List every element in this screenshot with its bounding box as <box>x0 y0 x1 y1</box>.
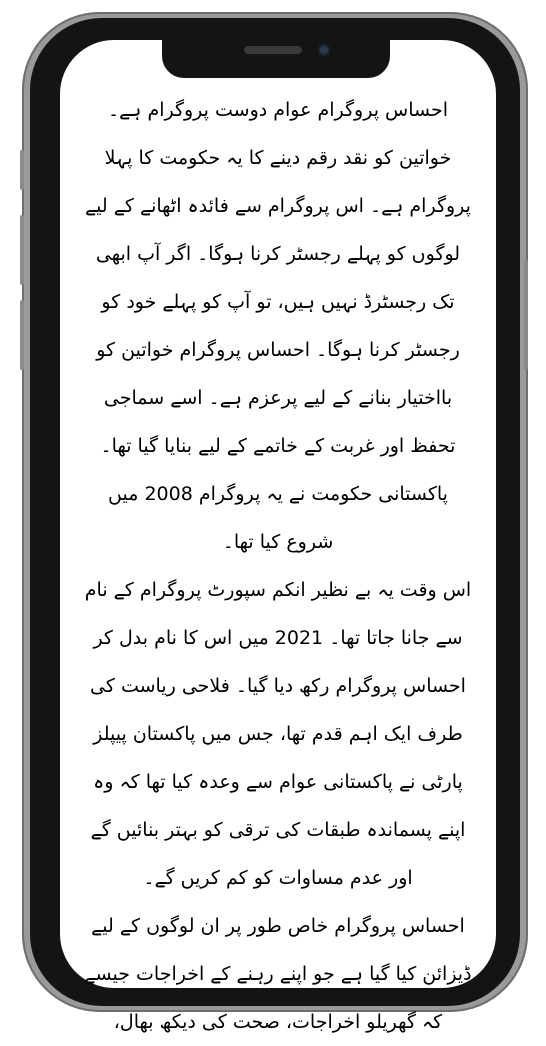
front-camera-icon <box>318 44 330 56</box>
article-paragraph: احساس پروگرام عوام دوست پروگرام ہے۔ خواتین کو نقد رقم دینے کا یہ حکومت کا پہلا پروگرام ہے۔ اس پروگرام سے فائدہ اٹھانے کے لیے لوگوں کو پہلے رجسٹر کرنا ہوگا۔ اگر آپ ابھی تک رجسٹرڈ نہیں ہیں، تو آپ کو پہلے خود کو رجسٹر کرنا ہوگا۔ احساس پروگرام خواتین کو بااختیار بنانے کے لیے پرعزم ہے۔ اسے سماجی تحفظ اور غربت کے خاتمے کے لیے بنایا گیا تھا۔ پاکستانی حکومت نے یہ پروگرام 2008 میں شروع کیا تھا۔ <box>85 99 471 553</box>
article-paragraph: اس وقت یہ بے نظیر انکم سپورٹ پروگرام کے نام سے جانا جاتا تھا۔ 2021 میں اس کا نام بدل کر احساس پروگرام رکھ دیا گیا۔ فلاحی ریاست کی طرف ایک اہم قدم تھا، جس میں پاکستان پیپلز پارٹی نے پاکستانی عوام سے وعدہ کیا تھا کہ وہ اپنے پسماندہ طبقات کی ترقی کو بہتر بنائیں گے اور عدم مساوات کو کم کریں گے۔ <box>84 579 472 889</box>
power-button <box>524 260 528 370</box>
volume-down-button <box>20 300 24 370</box>
speaker-grille <box>244 46 302 54</box>
volume-up-button <box>20 215 24 285</box>
article-body <box>82 86 474 1046</box>
mute-switch <box>20 150 24 190</box>
article-paragraph: احساس پروگرام خاص طور پر ان لوگوں کے لیے ڈیزائن کیا گیا ہے جو اپنے رہنے کے اخراجات جیسے کہ گھریلو اخراجات، صحت کی دیکھ بھال، <box>84 915 472 1033</box>
